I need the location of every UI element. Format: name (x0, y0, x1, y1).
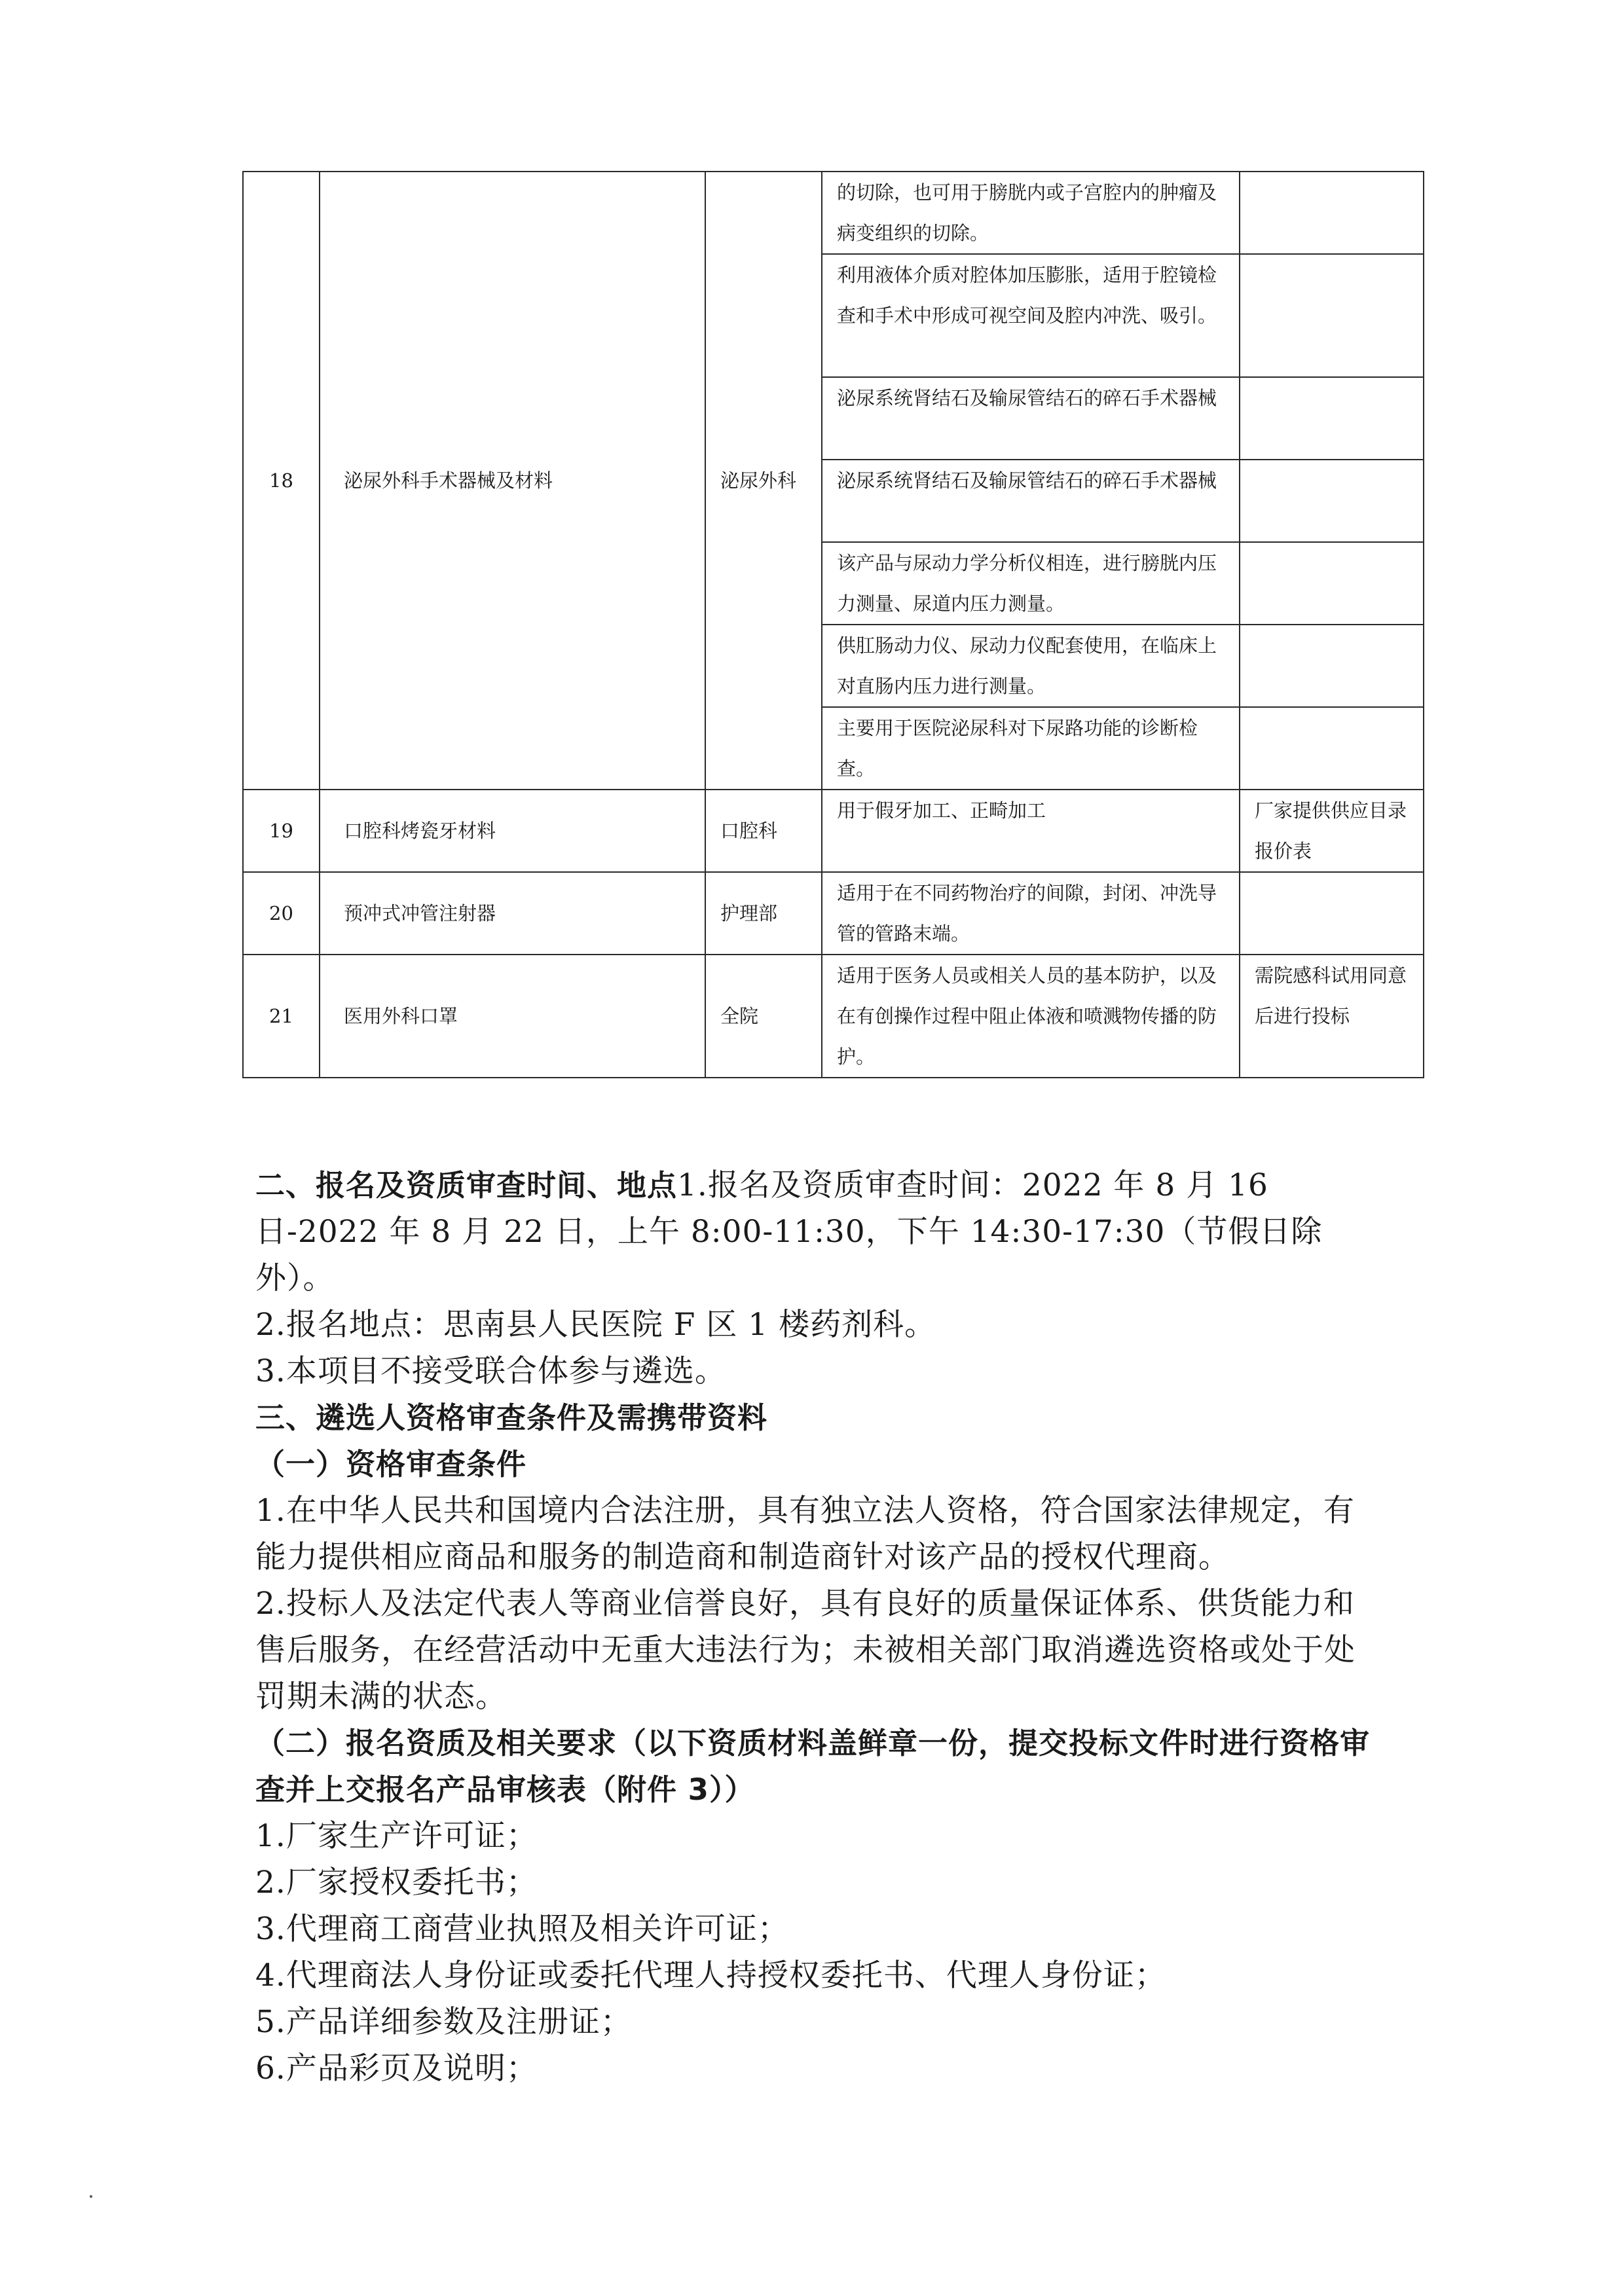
product-name: 口腔科烤瓷牙材料 (320, 790, 705, 872)
document-body (255, 1162, 1382, 2092)
requirement-item: 2.厂家授权委托书； (255, 1865, 538, 1901)
usage-description: 该产品与尿动力学分析仪相连，进行膀胱内压力测量、尿道内压力测量。 (822, 542, 1240, 625)
remark-cell: 需院感科试用同意后进行投标 (1240, 955, 1424, 1078)
remark-cell (1240, 542, 1424, 625)
requirement-item: 6.产品彩页及说明； (255, 2050, 538, 2086)
usage-description: 泌尿系统肾结石及输尿管结石的碎石手术器械 (822, 460, 1240, 542)
remark-cell (1240, 872, 1424, 955)
section-2-item-1: 1.报名及资质审查时间：2022 年 8 月 16 日-2022 年 8 月 22 日，上午 8:00-11:30，下午 14:30-17:30（节假日除外）。 (255, 1167, 1323, 1296)
department: 口腔科 (705, 790, 822, 872)
product-table (242, 171, 1424, 1078)
table-row (243, 172, 1424, 254)
row-number: 21 (243, 955, 320, 1078)
remark-cell: 厂家提供供应目录报价表 (1240, 790, 1424, 872)
remark-cell (1240, 254, 1424, 377)
table-row (243, 955, 1424, 1078)
department: 护理部 (705, 872, 822, 955)
remark-cell (1240, 172, 1424, 254)
usage-description: 主要用于医院泌尿科对下尿路功能的诊断检查。 (822, 707, 1240, 790)
requirement-item: 4.代理商法人身份证或委托代理人持授权委托书、代理人身份证； (255, 1958, 1166, 1994)
subsection-1-heading: （一）资格审查条件 (255, 1447, 527, 1482)
subsection-1-item-1: 1.在中华人民共和国境内合法注册，具有独立法人资格，符合国家法律规定，有能力提供相应商品和服务的制造商和制造商针对该产品的授权代理商。 (255, 1493, 1355, 1575)
section-2-item-3: 3.本项目不接受联合体参与遴选。 (255, 1353, 726, 1389)
usage-description: 泌尿系统肾结石及输尿管结石的碎石手术器械 (822, 377, 1240, 460)
section-2-paragraph (255, 1162, 1382, 1302)
table-row (243, 872, 1424, 955)
department: 全院 (705, 955, 822, 1078)
section-2-heading: 二、报名及资质审查时间、地点 (255, 1168, 678, 1203)
requirement-item: 3.代理商工商营业执照及相关许可证； (255, 1911, 789, 1947)
scan-speck (90, 2195, 92, 2198)
product-name: 医用外科口罩 (320, 955, 705, 1078)
row-number: 20 (243, 872, 320, 955)
usage-description: 适用于医务人员或相关人员的基本防护，以及在有创操作过程中阻止体液和喷溅物传播的防护。 (822, 955, 1240, 1078)
section-2-item-2: 2.报名地点：思南县人民医院 F 区 1 楼药剂科。 (255, 1307, 936, 1343)
row-number: 19 (243, 790, 320, 872)
remark-cell (1240, 377, 1424, 460)
product-name: 预冲式冲管注射器 (320, 872, 705, 955)
department: 泌尿外科 (705, 172, 822, 790)
remark-cell (1240, 460, 1424, 542)
remark-cell (1240, 625, 1424, 707)
section-3-heading: 三、遴选人资格审查条件及需携带资料 (255, 1400, 768, 1435)
remark-cell (1240, 707, 1424, 790)
usage-description: 的切除，也可用于膀胱内或子宫腔内的肿瘤及病变组织的切除。 (822, 172, 1240, 254)
requirement-item: 5.产品详细参数及注册证； (255, 2004, 632, 2040)
product-name: 泌尿外科手术器械及材料 (320, 172, 705, 790)
table-row (243, 790, 1424, 872)
subsection-1-item-2: 2.投标人及法定代表人等商业信誉良好，具有良好的质量保证体系、供货能力和售后服务，在经营活动中无重大违法行为；未被相关部门取消遴选资格或处于处罚期未满的状态。 (255, 1586, 1356, 1715)
usage-description: 利用液体介质对腔体加压膨胀，适用于腔镜检查和手术中形成可视空间及腔内冲洗、吸引。 (822, 254, 1240, 377)
row-number: 18 (243, 172, 320, 790)
requirement-item: 1.厂家生产许可证； (255, 1818, 538, 1854)
subsection-2-heading: （二）报名资质及相关要求（以下资质材料盖鲜章一份，提交投标文件时进行资格审查并上交报名产品审核表（附件 3）） (255, 1726, 1371, 1807)
usage-description: 供肛肠动力仪、尿动力仪配套使用，在临床上对直肠内压力进行测量。 (822, 625, 1240, 707)
usage-description: 适用于在不同药物治疗的间隙，封闭、冲洗导管的管路末端。 (822, 872, 1240, 955)
usage-description: 用于假牙加工、正畸加工 (822, 790, 1240, 872)
